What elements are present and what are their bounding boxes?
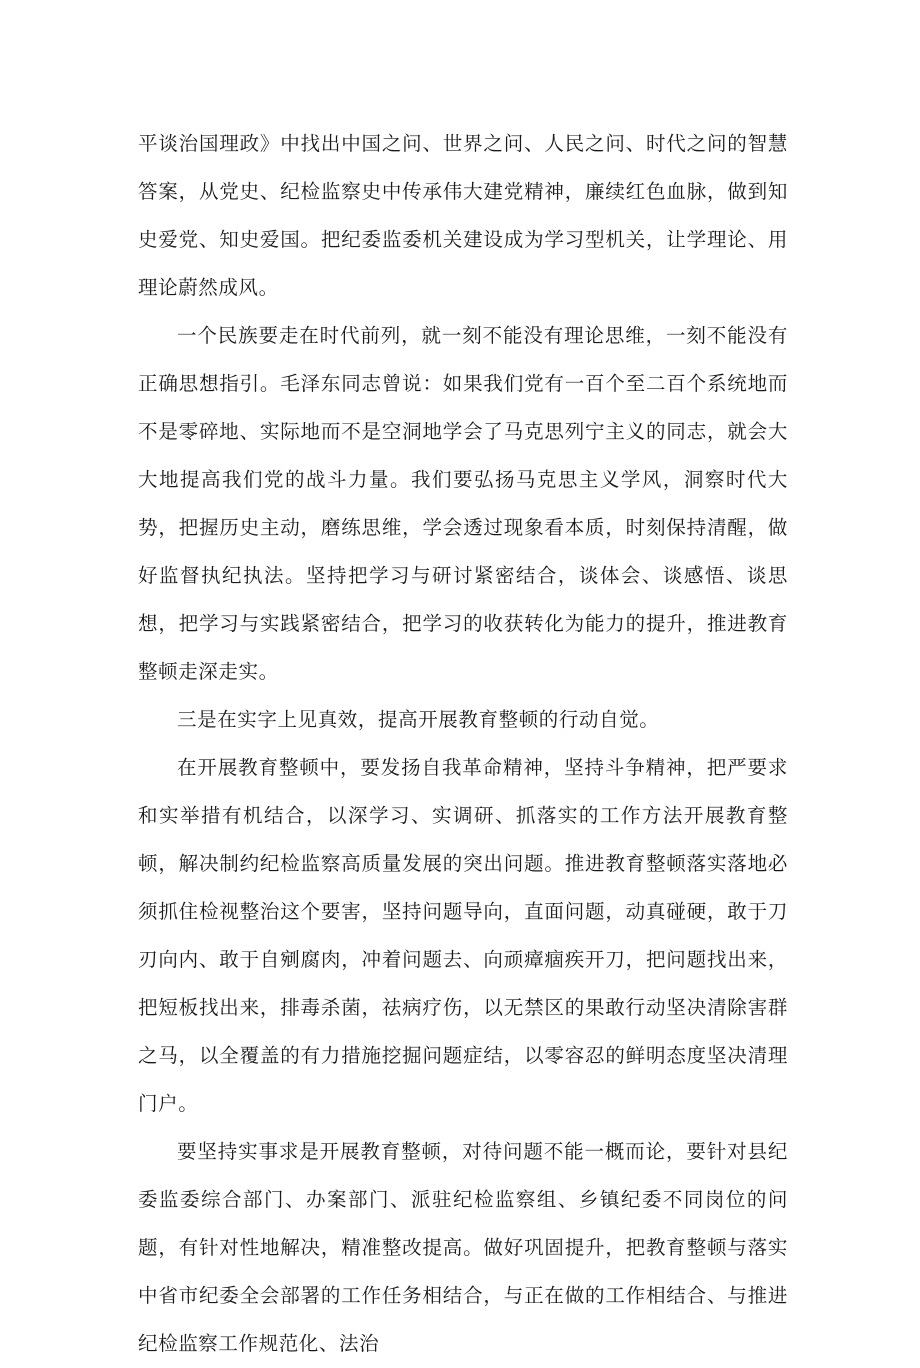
paragraph-3-heading: 三是在实字上见真效，提高开展教育整顿的行动自觉。	[177, 708, 660, 731]
paragraph-5: 要坚持实事求是开展教育整顿，对待问题不能一概而论，要针对县纪委监委综合部门、办案部门、派驻纪检监察组、乡镇纪委不同岗位的问题，有针对性地解决，精准整改提高。做好巩固提升，把教育整顿与落实中省市纪委全会部署的工作任务相结合，与正在做的工作相结合、与推进纪检监察工作规范化、法治	[138, 1140, 788, 1355]
document-body	[138, 120, 788, 1368]
paragraph-4: 在开展教育整顿中，要发扬自我革命精神，坚持斗争精神，把严要求和实举措有机结合，以深学习、实调研、抓落实的工作方法开展教育整顿，解决制约纪检监察高质量发展的突出问题。推进教育整顿落实落地必须抓住检视整治这个要害，坚持问题导向，直面问题，动真碰硬，敢于刀刃向内、敢于自剜腐肉，冲着问题去、向顽瘴痼疾开刀，把问题找出来，把短板找出来，排毒杀菌，祛病疗伤，以无禁区的果敢行动坚决清除害群之马，以全覆盖的有力措施挖掘问题症结，以零容忍的鲜明态度坚决清理门户。	[138, 756, 788, 1115]
paragraph-1: 平谈治国理政》中找出中国之问、世界之问、人民之问、时代之问的智慧答案，从党史、纪检监察史中传承伟大建党精神，廉续红色血脉，做到知史爱党、知史爱国。把纪委监委机关建设成为学习型机关，让学理论、用理论蔚然成风。	[138, 132, 788, 299]
paragraph-2: 一个民族要走在时代前列，就一刻不能没有理论思维，一刻不能没有正确思想指引。毛泽东同志曾说：如果我们党有一百个至二百个系统地而不是零碎地、实际地而不是空洞地学会了马克思列宁主义的同志，就会大大地提高我们党的战斗力量。我们要弘扬马克思主义学风，洞察时代大势，把握历史主动，磨练思维，学会透过现象看本质，时刻保持清醒，做好监督执纪执法。坚持把学习与研讨紧密结合，谈体会、谈感悟、谈思想，把学习与实践紧密结合，把学习的收获转化为能力的提升，推进教育整顿走深走实。	[138, 324, 788, 683]
